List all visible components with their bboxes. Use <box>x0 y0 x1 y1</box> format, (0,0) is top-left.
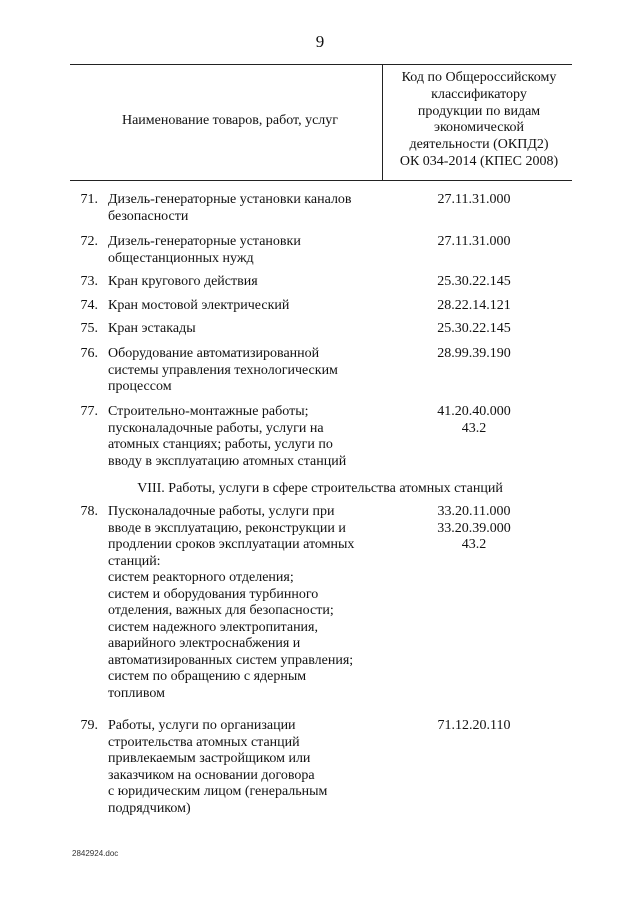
row-codes <box>400 404 548 437</box>
header-name-column: Наименование товаров, работ, услуг <box>121 113 339 128</box>
row-code: 43.2 <box>461 420 487 436</box>
row-name-line: продлении сроков эксплуатации атомных <box>108 537 355 552</box>
row-codes <box>400 504 548 554</box>
row-name <box>108 274 398 291</box>
header-code-column <box>388 70 570 171</box>
row-name-line: отделения, важных для безопасности; <box>108 603 334 618</box>
row-number: 78. <box>80 504 98 519</box>
row-code: 28.99.39.190 <box>437 346 511 361</box>
row-code: 25.30.22.145 <box>437 274 511 289</box>
row-codes <box>400 234 548 251</box>
row-name-line: атомных станциях; работы, услуги по <box>108 437 333 452</box>
section-title: VIII. Работы, услуги в сфере строительства атомных станций <box>137 481 503 496</box>
row-name <box>108 298 398 315</box>
row-code: 71.12.20.110 <box>437 718 511 733</box>
row-code: 43.2 <box>461 537 487 552</box>
row-code: 33.20.39.000 <box>437 520 511 536</box>
row-name-line: Работы, услуги по организации <box>108 718 296 733</box>
row-name-line: систем реакторного отделения; <box>108 570 294 585</box>
row-name-line: Кран кругового действия <box>108 274 258 289</box>
row-codes <box>400 192 548 209</box>
row-number: 76. <box>80 346 98 361</box>
row-code: 41.20.40.000 <box>437 404 511 419</box>
row-codes <box>400 274 548 291</box>
header-code-line: ОК 034-2014 (КПЕС 2008) <box>399 153 559 169</box>
row-name-line: систем по обращению с ядерным <box>108 669 307 684</box>
row-name-line: системы управления технологическим <box>108 362 338 378</box>
row-name-line: Кран эстакады <box>108 321 196 336</box>
row-name-line: топливом <box>108 685 166 701</box>
row-name-line: Дизель-генераторные установки каналов <box>108 192 352 207</box>
row-name-line: пусконаладочные работы, услуги на <box>108 420 324 436</box>
row-code: 28.22.14.121 <box>437 298 511 313</box>
row-name <box>108 234 398 267</box>
row-code: 25.30.22.145 <box>437 321 511 336</box>
row-codes <box>400 718 548 735</box>
row-number: 72. <box>80 234 98 249</box>
row-name-line: заказчиком на основании договора <box>108 767 315 783</box>
row-name <box>108 321 398 338</box>
row-codes <box>400 321 548 338</box>
row-name-line: общестанционных нужд <box>108 250 254 266</box>
header-code-line: классификатору <box>431 86 527 102</box>
row-name-line: безопасности <box>108 208 189 224</box>
row-number: 79. <box>80 718 98 733</box>
row-code: 27.11.31.000 <box>437 192 511 207</box>
row-name-line: систем и оборудования турбинного <box>108 586 319 602</box>
row-name <box>108 404 398 470</box>
row-codes <box>400 298 548 315</box>
row-name-line: процессом <box>108 379 172 394</box>
row-name-line: систем надежного электропитания, <box>108 619 318 635</box>
row-codes <box>400 346 548 363</box>
row-name-line: строительства атомных станций <box>108 734 300 750</box>
row-number: 74. <box>80 298 98 313</box>
row-number: 71. <box>80 192 98 207</box>
row-name-line: подрядчиком) <box>108 800 191 816</box>
page-number: 9 <box>315 32 325 51</box>
row-number: 75. <box>80 321 98 336</box>
row-code: 27.11.31.000 <box>437 234 511 249</box>
row-name <box>108 504 398 702</box>
row-name-line: Кран мостовой электрический <box>108 298 290 313</box>
row-name-line: Дизель-генераторные установки <box>108 234 301 249</box>
header-code-line: деятельности (ОКПД2) <box>409 137 549 153</box>
row-name-line: станций: <box>108 553 161 569</box>
row-name <box>108 718 398 817</box>
row-name-line: аварийного электроснабжения и <box>108 636 301 651</box>
row-name-line: Оборудование автоматизированной <box>108 346 320 361</box>
header-code-line: экономической <box>433 120 525 136</box>
row-name <box>108 346 398 396</box>
header-bottom-rule <box>70 180 572 181</box>
header-column-divider <box>382 64 383 180</box>
header-top-rule <box>70 64 572 65</box>
row-name-line: Пусконаладочные работы, услуги при <box>108 504 335 519</box>
row-number: 73. <box>80 274 98 289</box>
row-name-line: привлекаемым застройщиком или <box>108 751 311 766</box>
header-code-line: Код по Общероссийскому <box>401 70 557 85</box>
row-name-line: Строительно-монтажные работы; <box>108 404 309 419</box>
header-code-line: продукции по видам <box>417 103 541 119</box>
row-name-line: автоматизированных систем управления; <box>108 652 354 668</box>
row-name-line: вводе в эксплуатацию, реконструкции и <box>108 520 346 536</box>
row-number: 77. <box>80 404 98 419</box>
row-name <box>108 192 398 225</box>
row-code: 33.20.11.000 <box>437 504 511 519</box>
document-footer: 2842924.doc <box>72 849 119 858</box>
row-name-line: вводу в эксплуатацию атомных станций <box>108 453 347 469</box>
row-name-line: с юридическим лицом (генеральным <box>108 784 328 799</box>
